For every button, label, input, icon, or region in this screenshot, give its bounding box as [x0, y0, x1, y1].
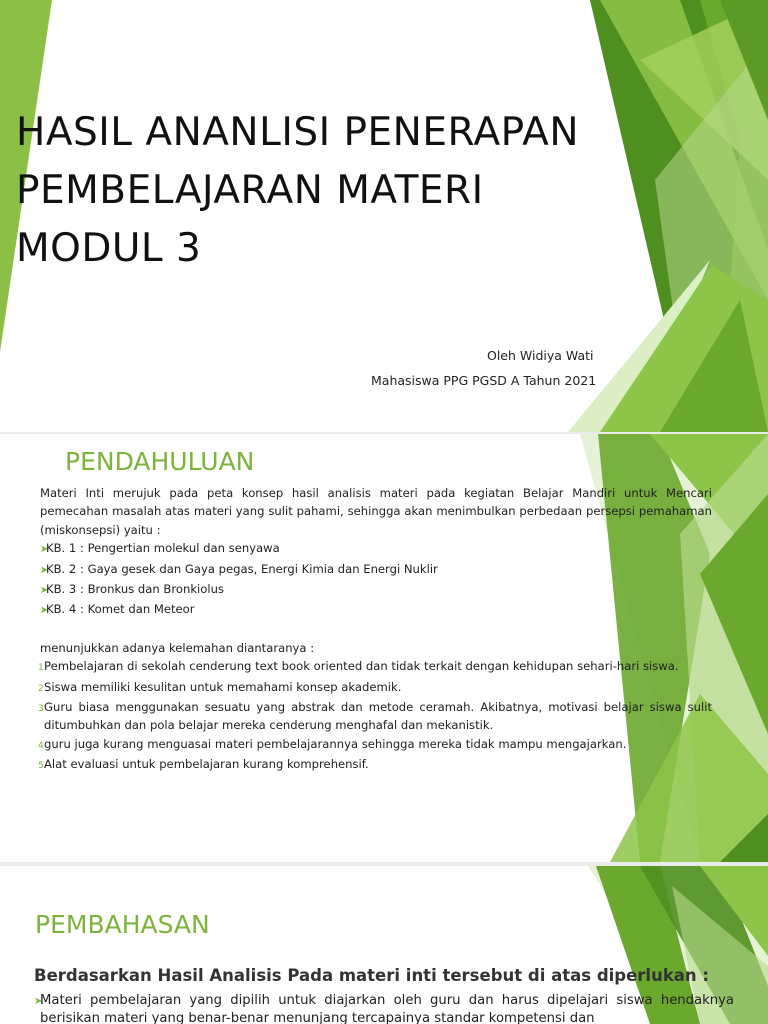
section-heading: PENDAHULUAN: [65, 447, 255, 476]
list-number: 2: [38, 683, 44, 694]
weakness-text: Guru biasa menggunakan sesuatu yang abstrak dan metode ceramah. Akibatnya, motivasi belajar siswa sulit ditumbuhkan dan pola belajar mereka cenderung menghafal dan mekanistik.: [44, 700, 712, 733]
kb-item: KB. 2 : Gaya gesek dan Gaya pegas, Energi Kimia dan Energi Nuklir: [46, 561, 438, 576]
list-item: [40, 560, 712, 580]
list-item: [40, 678, 712, 698]
section-heading: PEMBAHASAN: [35, 910, 210, 939]
list-number: 3: [38, 704, 44, 715]
arrow-bullet-icon: ➤: [40, 544, 49, 556]
weakness-text: Alat evaluasi untuk pembelajaran kurang komprehensif.: [44, 757, 369, 772]
list-number: 4: [38, 740, 44, 751]
arrow-bullet-icon: ➤: [34, 996, 43, 1007]
list-item: [40, 755, 712, 775]
kb-item: KB. 3 : Bronkus dan Bronkiolus: [46, 582, 224, 597]
weakness-text: guru juga kurang menguasai materi pembelajarannya sehingga mereka tidak mampu mengajarkan.: [44, 736, 627, 751]
list-item: [40, 539, 712, 559]
kb-item: KB. 1 : Pengertian molekul dan senyawa: [46, 541, 280, 556]
list-number: 5: [38, 761, 44, 772]
weakness-text: Siswa memiliki kesulitan untuk memahami konsep akademik.: [44, 679, 402, 694]
list-item: [40, 735, 712, 755]
bullet-text: Materi pembelajaran yang dipilih untuk diajarkan oleh guru dan harus dipelajari siswa hendaknya berisikan materi yang benar-benar menunjang tercapainya standar kompetensi dan: [40, 993, 734, 1024]
page-title: [16, 104, 656, 278]
arrow-bullet-icon: ➤: [40, 585, 49, 597]
author-name: Oleh Widiya Wati: [487, 348, 594, 363]
list-item: [40, 657, 712, 677]
lead-sentence: Berdasarkan Hasil Analisis Pada materi inti tersebut di atas diperlukan :: [34, 966, 710, 985]
discussion-slide: [0, 866, 768, 1024]
introduction-body: [40, 484, 712, 776]
title-line-2: PEMBELAJARAN MATERI: [16, 168, 484, 213]
intro-paragraph: Materi Inti merujuk pada peta konsep hasil analisis materi pada kegiatan Belajar Mandiri untuk Mencari pemecahan masalah atas materi yang sulit pahami, sehingga akan menimbulkan perbedaan persepsi pemahaman (miskonsepsi) yaitu :: [40, 486, 712, 537]
weakness-text: Pembelajaran di sekolah cenderung text book oriented dan tidak terkait dengan kehidupan sehari-hari siswa.: [44, 659, 679, 674]
list-item: [40, 698, 712, 735]
weakness-intro: menunjukkan adanya kelemahan diantaranya :: [40, 640, 315, 655]
title-line-3: MODUL 3: [16, 226, 202, 271]
arrow-bullet-icon: ➤: [40, 605, 49, 617]
kb-item: KB. 4 : Komet dan Meteor: [46, 602, 195, 617]
list-item: [40, 580, 712, 600]
introduction-slide: [0, 434, 768, 862]
discussion-body: [34, 992, 734, 1024]
list-item: [40, 600, 712, 620]
list-item: [34, 992, 734, 1024]
title-slide: [0, 0, 768, 432]
author-affiliation: Mahasiswa PPG PGSD A Tahun 2021: [371, 373, 597, 388]
list-number: 1: [38, 663, 44, 674]
title-line-1: HASIL ANANLISI PENERAPAN: [16, 110, 580, 155]
arrow-bullet-icon: ➤: [40, 564, 49, 576]
